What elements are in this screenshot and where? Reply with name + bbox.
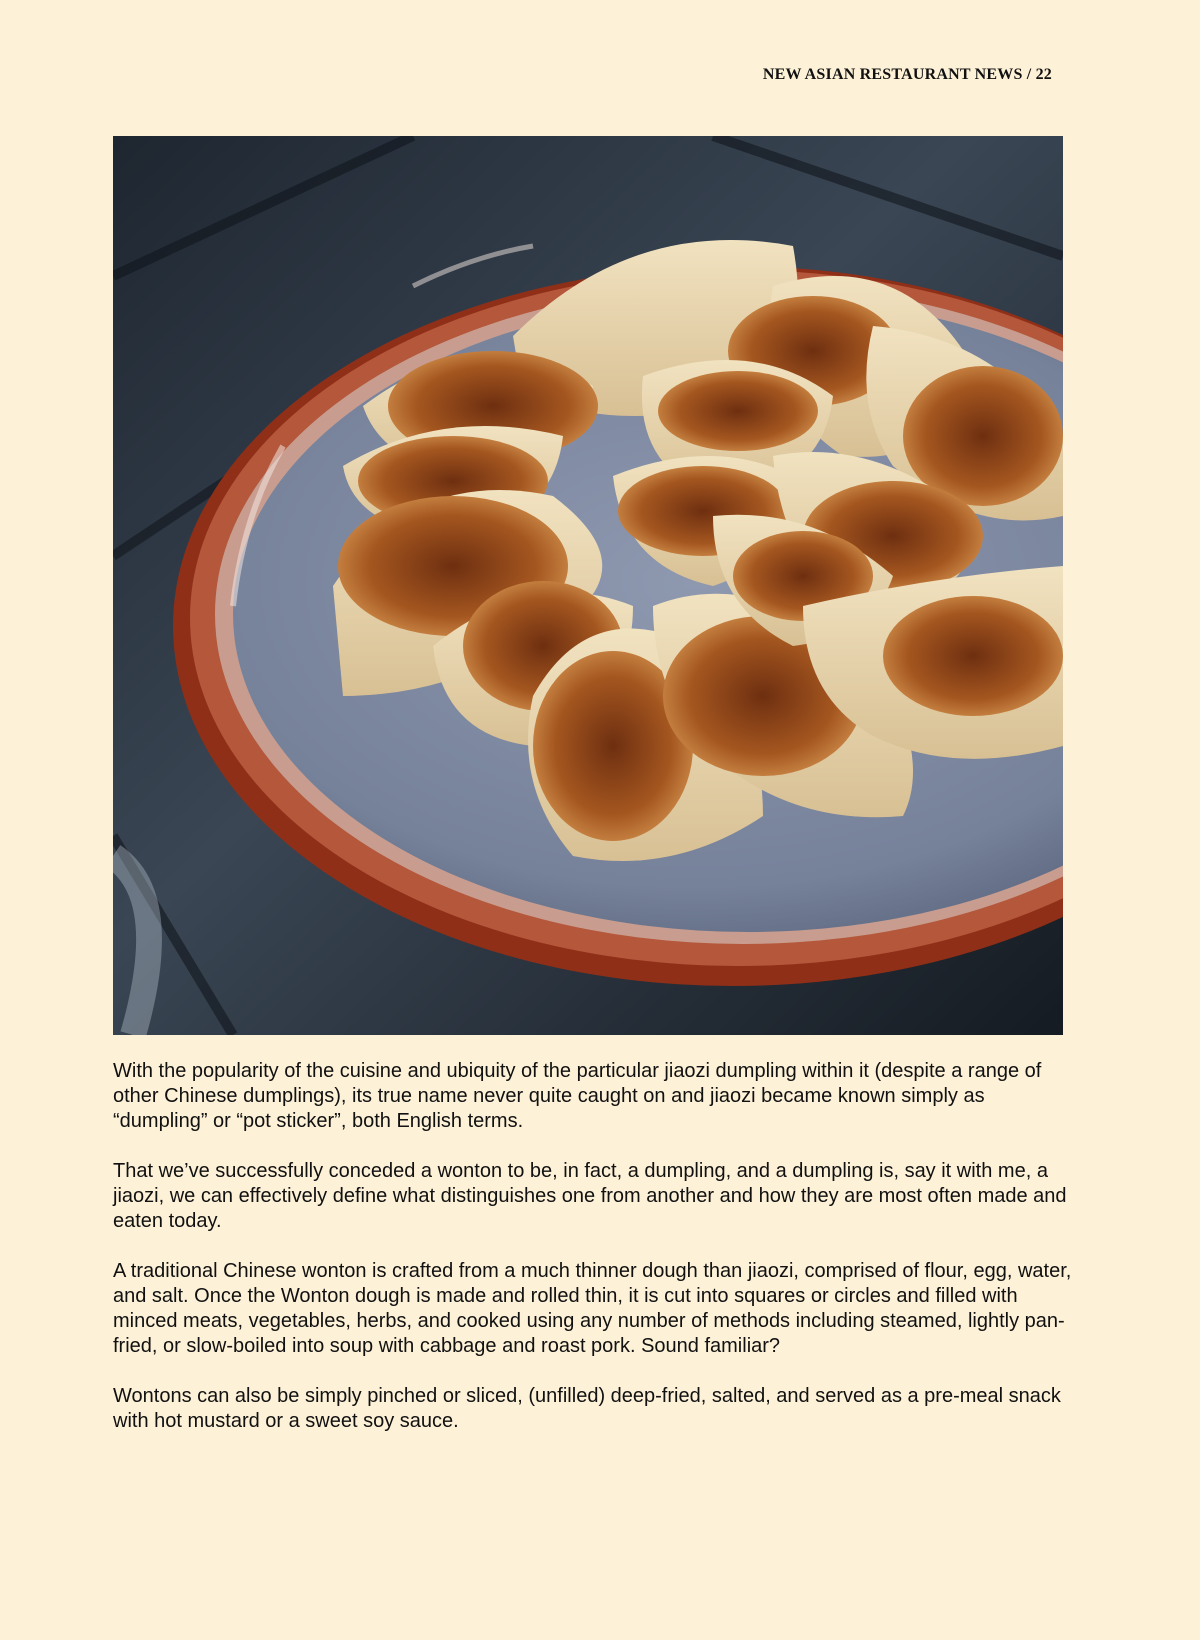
article-paragraph: A traditional Chinese wonton is crafted from a much thinner dough than jiaozi, comprised of flour, egg, water, and salt. Once the Wonton dough is made and rolled thin, it is cut into squares or circles and filled with minced meats, vegetables, herbs, and cooked using any number of methods including steamed, lightly pan-fried, or slow-boiled into soup with cabbage and roast pork. Sound familiar?	[113, 1260, 1072, 1357]
dumpling-14-sear	[883, 596, 1063, 716]
dumpling-5-sear	[658, 371, 818, 451]
running-head: NEW ASIAN RESTAURANT NEWS / 22	[762, 66, 1052, 83]
article-paragraph: Wontons can also be simply pinched or sliced, (unfilled) deep-fried, salted, and served as a pre-meal snack with hot mustard or a sweet soy sauce.	[113, 1385, 1061, 1432]
article-body	[113, 1059, 1075, 1459]
article-paragraph: That we’ve successfully conceded a wonton to be, in fact, a dumpling, and a dumpling is, say it with me, a jiaozi, we can effectively define what distinguishes one from another and how they are most often made and eaten today.	[113, 1160, 1067, 1232]
dumpling-plate-illustration	[113, 136, 1063, 1035]
article-paragraph: With the popularity of the cuisine and ubiquity of the particular jiaozi dumpling within it (despite a range of other Chinese dumplings), its true name never quite caught on and jiaozi became known simply as “dumpling” or “pot sticker”, both English terms.	[113, 1060, 1042, 1132]
dumpling-photo	[113, 136, 1063, 1035]
